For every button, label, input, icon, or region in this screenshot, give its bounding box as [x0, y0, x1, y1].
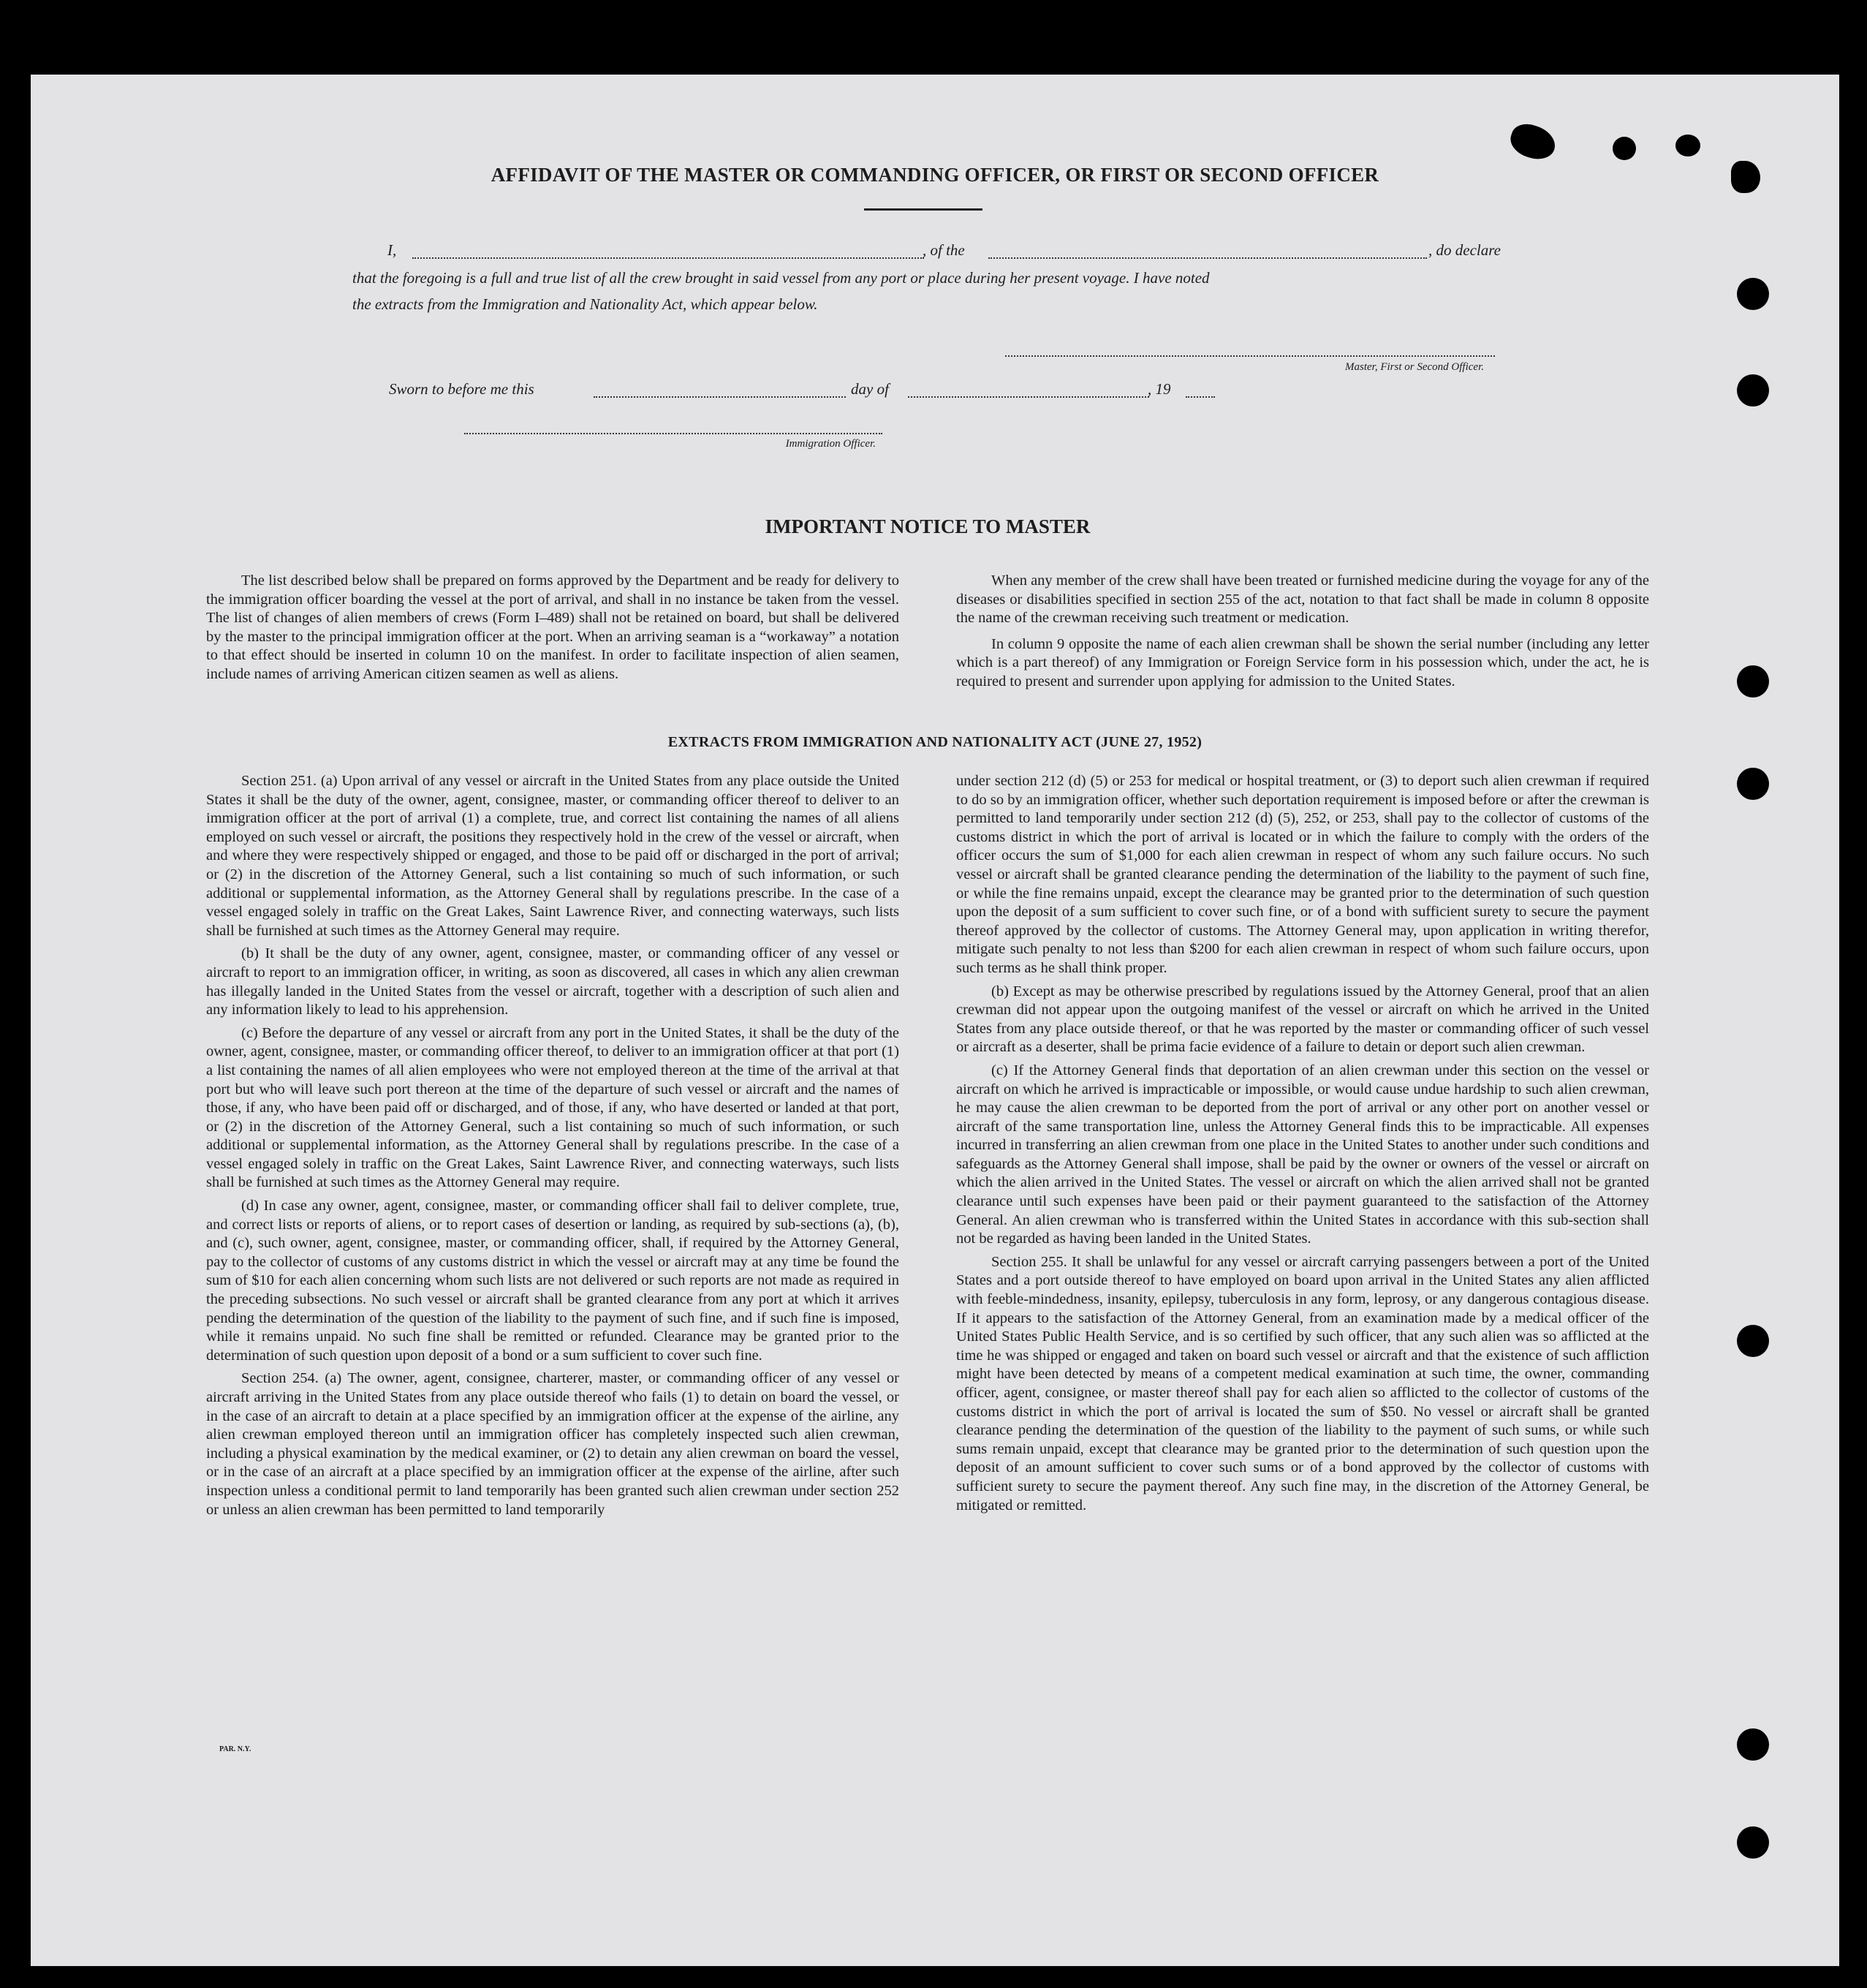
- section-251-d: (d) In case any owner, agent, consignee, master, or commanding officer shall fail to deliver complete, true, and correct lists or reports of aliens, or to report cases of desertion or landing, as required by sub-sections (a), (b), and (c), such owner, agent, consignee, master, or commanding officer, shall, if required by the Attorney General, pay to the collector of customs of any customs district in which the vessel or aircraft may at any time be found the sum of $10 for each alien concerning whom such lists are not delivered or such reports are not made as required in the preceding subsections. No such vessel or aircraft shall be granted clearance from any port at which it arrives pending the determination of the question of the liability to the payment of such fine, and if such fine is imposed, while it remains unpaid. No such fine shall be remitted or refunded. Clearance may be granted prior to the determination of such question upon deposit of a bond or a sum sufficient to cover such fine.: [206, 1198, 899, 1364]
- section-254-c: (c) If the Attorney General finds that deportation of an alien crewman under this section on the vessel or aircraft on which he arrived is impracticable or impossible, or would cause undue hardship to such alien crewman, he may cause the alien crewman to be deported from the port of arrival or any other port on another vessel or aircraft of the same transportation line, unless the Attorney General finds this to be impracticable. All expenses incurred in transferring an alien crewman from one place in the United States to another under such conditions and safeguards as the Attorney General shall impose, shall be paid by the owner or owners of the vessel or aircraft on which the alien arrived in the United States. The vessel or aircraft on which the alien arrived shall not be granted clearance until such expenses have been paid or their payment guaranteed to the satisfaction of the Attorney General. An alien crewman who is transferred within the United States in accordance with this sub-section shall not be regarded as having been landed in the United States.: [956, 1062, 1649, 1247]
- section-254-b: (b) Except as may be otherwise prescribed by regulations issued by the Attorney General, proof that an alien crewman did not appear upon the outgoing manifest of the vessel or aircraft on which he arrived in the United States from any place outside thereof, or that he was reported by the master or commanding officer of such vessel or aircraft as a deserter, shall be prima facie evidence of a failure to detain or deport such alien crewman.: [956, 983, 1649, 1056]
- sworn-month-fill-line[interactable]: [908, 396, 1149, 398]
- notice-title: IMPORTANT NOTICE TO MASTER: [765, 515, 1091, 537]
- section-255: Section 255. It shall be unlawful for any vessel or aircraft carrying passengers between a port of the United States and a port outside thereof to have employed on board upon arrival in the United States any alien afflicted with feeble-mindedness, insanity, epilepsy, tuberculosis in any form, leprosy, or any dangerous contagious disease. If it appears to the satisfaction of the Attorney General, from an examination made by a medical officer of the United States Public Health Service, and is so certified by such officer, that any such alien was so afflicted at the time he was shipped or engaged and taken on board such vessel or aircraft and that the existence of such affliction might have been detected by means of a competent medical examination at such time, the owner, commanding officer, agent, consignee, or master thereof shall pay for each alien so afflicted to the collector of customs of the customs district in which the port of arrival is located the sum of $50. No vessel or aircraft shall be granted clearance pending the determination of the question of the liability to the payment of such sums, or while such sums remain unpaid, except that clearance may be granted prior to the determination of such question upon the deposit of an amount sufficient to cover such sums or of a bond approved by the collector of customs with sufficient surety to secure the payment thereof. Any such fine may, in the discretion of the Attorney General, be mitigated or remitted.: [956, 1253, 1649, 1513]
- master-signature-line[interactable]: [1005, 355, 1495, 357]
- declaration-line-1: that the foregoing is a full and true list of all the crew brought in said vessel from any port or place during her present voyage. I have noted: [352, 269, 1210, 287]
- declaration-line-2: the extracts from the Immigration and Nationality Act, which appear below.: [352, 295, 818, 313]
- punch-hole: [1737, 278, 1769, 310]
- section-254-a: Section 254. (a) The owner, agent, consignee, charterer, master, or commanding officer of any vessel or aircraft arriving in the United States from any place outside thereof who fails (1) to detain on board the vessel, or in the case of an aircraft to detain at a place specified by an immigration officer at the expense of the airline, any alien crewman employed thereon until an immigration officer has completely inspected such alien crewman, including a physical examination by the medical examiner, or (2) to detain any alien crewman on board the vessel, or in the case of an aircraft at a place specified by an immigration officer at the expense of the airline, after such inspection unless a conditional permit to land temporarily has been granted such alien crewman under section 252 or unless an alien crewman has been permitted to land temporarily: [206, 1370, 899, 1518]
- punch-hole: [1737, 665, 1769, 698]
- sworn-label: Sworn to before me this: [389, 380, 534, 398]
- section-251-a: Section 251. (a) Upon arrival of any vessel or aircraft in the United States from any place outside the United States it shall be the duty of the owner, agent, consignee, master, or commanding officer thereof to deliver to an immigration officer at the port of arrival (1) a complete, true, and correct list containing the names of all aliens employed on such vessel or aircraft, the positions they respectively hold in the crew of the vessel or aircraft, when and where they were respectively shipped or engaged, and those to be paid off or discharged in the port of arrival; or (2) in the discretion of the Attorney General, such a list containing so much of such information, or such additional or supplemental information, as the Attorney General shall by regulations prescribe. In the case of a vessel engaged solely in traffic on the Great Lakes, Saint Lawrence River, and connecting waterways, such lists shall be furnished at such times as the Attorney General may require.: [206, 773, 899, 939]
- punch-hole-mark: [1731, 161, 1760, 193]
- punch-hole-mark: [1507, 119, 1560, 164]
- section-251-c: (c) Before the departure of any vessel or aircraft from any port in the United States, it shall be the duty of the owner, agent, consignee, master, or commanding officer thereof, to deliver to an immigration officer at that port (1) a list containing the names of all alien employees who were not employed thereon at the time of the arrival at that port but who will leave such port thereon at the time of the departure of such vessel or aircraft and the names of those, if any, who have been paid off or discharged, and of those, if any, who have deserted or landed at that port, or (2) in the discretion of the Attorney General, such a list containing so much of such information, or such additional or supplemental information, as the Attorney General shall by regulations prescribe. In the case of a vessel engaged solely in traffic on the Great Lakes, Saint Lawrence River, and connecting waterways, such lists shall be furnished at such times as the Attorney General may require.: [206, 1024, 899, 1191]
- notice-left-column: [206, 572, 899, 684]
- punch-hole: [1737, 768, 1769, 800]
- section-254-a-continued: under section 212 (d) (5) or 253 for medical or hospital treatment, or (3) to deport such alien crewman if required to do so by an immigration officer, whether such deportation requirement is imposed before or after the crewman is permitted to land temporarily under section 212 (d) (5), 252, or 253, shall pay to the collector of customs of the customs district in which the port of arrival is located or in which the failure to comply with the orders of the officer occurs the sum of $1,000 for each alien crewman in respect of whom any such failure occurs. No such vessel or aircraft shall be granted clearance pending the determination of the liability to the payment of such fine, or while the fine remains unpaid, except the clearance may be granted prior to the determination of such question upon the deposit of a sum sufficient to cover such fine, or of a bond with sufficient surety to secure the payment thereof approved by the collector of customs. The Attorney General may, upon application in writing therefor, mitigate such penalty to not less than $200 for each alien crewman in respect of whom such failure occurs, upon such terms as he shall think proper.: [956, 773, 1649, 976]
- title-underline: [864, 208, 982, 211]
- punch-hole: [1737, 374, 1769, 407]
- extracts-left-column: [206, 772, 899, 1519]
- punch-hole: [1737, 1325, 1769, 1357]
- vessel-fill-line[interactable]: [988, 257, 1427, 259]
- notice-right-paragraph-1: When any member of the crew shall have been treated or furnished medicine during the voyage for any of the diseases or disabilities specified in section 255 of the act, notation to that fact shall be made in column 8 opposite the name of the crewman receiving such treatment or medication.: [956, 572, 1649, 627]
- form-page: [31, 75, 1839, 1966]
- sworn-day-fill-line[interactable]: [594, 396, 846, 398]
- punch-hole-mark: [1675, 135, 1700, 156]
- notice-left-paragraph: The list described below shall be prepared on forms approved by the Department and be ready for delivery to the immigration officer boarding the vessel at the port of arrival, and shall in no instance be taken from the vessel. The list of changes of alien members of crews (Form I–489) shall not be retained on board, but shall be delivered by the master to the principal immigration officer at the port. When an arriving seaman is a “workaway” a notation to that effect should be inserted in column 10 on the manifest. In order to facilitate inspection of alien seamen, include names of arriving American citizen seamen as well as aliens.: [206, 572, 899, 682]
- do-declare-label: , do declare: [1428, 241, 1501, 259]
- extracts-right-column: [956, 772, 1649, 1515]
- sworn-year-fill-line[interactable]: [1186, 396, 1215, 398]
- punch-hole-mark: [1613, 137, 1636, 160]
- of-the-label: , of the: [923, 241, 965, 259]
- i-label: I,: [387, 241, 397, 259]
- affidavit-title: AFFIDAVIT OF THE MASTER OR COMMANDING OFFICER, OR FIRST OR SECOND OFFICER: [491, 164, 1379, 186]
- master-signature-caption: Master, First or Second Officer.: [1345, 361, 1484, 373]
- punch-hole: [1737, 1728, 1769, 1761]
- officer-signature-line[interactable]: [464, 433, 882, 434]
- printer-mark: PAR. N.Y.: [219, 1745, 251, 1753]
- extracts-title: EXTRACTS FROM IMMIGRATION AND NATIONALITY ACT (JUNE 27, 1952): [667, 734, 1203, 750]
- notice-right-column: [956, 572, 1649, 692]
- section-251-b: (b) It shall be the duty of any owner, agent, consignee, master, or commanding officer of any vessel or aircraft to report to an immigration officer, in writing, as soon as discovered, all cases in which any alien crewman has illegally landed in the United States from the vessel or aircraft, together with a description of such alien and any information likely to lead to his apprehension.: [206, 945, 899, 1018]
- notice-right-paragraph-2: In column 9 opposite the name of each alien crewman shall be shown the serial number (including any letter which is a part thereof) of any Immigration or Foreign Service form in his possession which, under the act, he is required to present and surrender upon applying for admission to the United States.: [956, 635, 1649, 689]
- year-label: , 19: [1148, 380, 1171, 398]
- name-fill-line[interactable]: [412, 257, 924, 259]
- punch-hole: [1737, 1826, 1769, 1859]
- officer-signature-caption: Immigration Officer.: [785, 438, 876, 450]
- day-of-label: day of: [851, 380, 889, 398]
